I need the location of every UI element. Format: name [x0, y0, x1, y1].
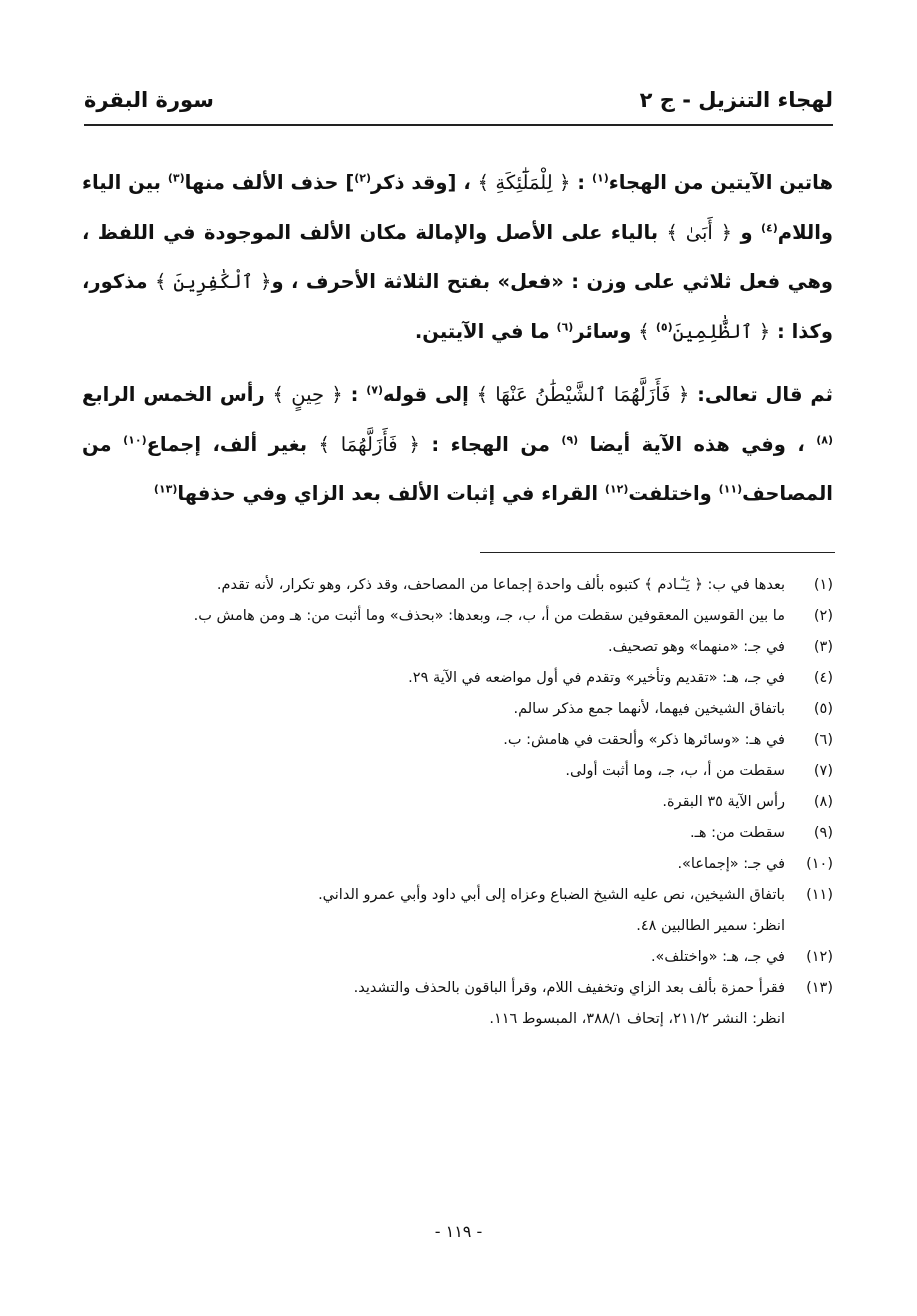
text-run: ، وفي هذه الآية أيضا — [578, 432, 817, 456]
footnote — [84, 601, 833, 632]
footnote-reference: انظر: النشر ٢١١/٢، إتحاف ٣٨٨/١، المبسوط ١١٦. — [489, 1011, 785, 1027]
footnote-ref-13: (١٣) — [153, 482, 178, 496]
text-run: : — [570, 171, 592, 194]
footnote — [84, 818, 833, 849]
text-run: ] حذف الألف منها — [184, 171, 355, 194]
footnote-ref-7: (٧) — [366, 383, 384, 397]
footnote-ref-6: (٦) — [556, 320, 574, 333]
footnote — [84, 694, 833, 725]
text-run: من المصاحف — [82, 432, 833, 505]
text-run: من الهجاء : — [419, 432, 562, 456]
quran-phrase-fa-azallahuma: ﴿ فَأَزَلَّهُمَا ٱلشَّيْطَٰنُ عَنْهَا ﴾ — [476, 383, 690, 406]
text-run: إلى قوله — [383, 383, 477, 406]
header-divider — [84, 124, 833, 126]
footnote-ref-1: (١) — [591, 171, 609, 185]
footnote-text: فقرأ حمزة بألف بعد الزاي وتخفيف اللام، وقرأ الباقون بالحذف والتشديد. — [353, 980, 785, 996]
footnote-text: في جـ: «منهما» وهو تصحيف. — [607, 639, 785, 655]
footnote-ref-12: (١٢) — [604, 482, 629, 496]
footnote-ref-4: (٤) — [761, 221, 778, 234]
footnote-text: في جـ: «إجماعا». — [677, 856, 785, 872]
footnote — [84, 725, 833, 756]
footnote-text: في جـ، هـ: «تقديم وتأخير» وتقدم في أول مواضعه في الآية ٢٩. — [408, 670, 785, 686]
text-run: مذكور، وكذا : — [82, 270, 833, 343]
footnote-number: (١٠) — [806, 856, 833, 872]
footnote — [84, 880, 833, 911]
footnote-number: (١١) — [806, 887, 833, 903]
running-header — [84, 82, 833, 126]
surah-title: سورة البقرة — [84, 88, 214, 112]
footnote-number: (٧) — [813, 763, 833, 779]
footnote — [84, 787, 833, 818]
footnote-ref-9: (٩) — [561, 433, 579, 446]
footnote-number: (٦) — [813, 732, 833, 748]
footnote-reference: انظر: سمير الطالبين ٤٨. — [636, 918, 785, 934]
text-run: واختلفت — [628, 482, 719, 505]
footnote-ref-5: (٥) — [655, 320, 673, 333]
footnote-number: (٩) — [813, 825, 833, 841]
footnote-text: باتفاق الشيخين، نص عليه الشيخ الضباع وعزاه إلى أبي داود وأبي عمرو الداني. — [318, 887, 785, 903]
text-run: رأس الخمس الرابع — [82, 383, 273, 406]
footnote-text: بعدها في ب: ﴿ يَـٰٓـادم ﴾ كتبوه بألف واحدة إجماعا من المصاحف، وقد ذكر، وهو تكرار، لأنه تقدم. — [216, 577, 785, 593]
footnote-number: (١٣) — [806, 980, 833, 996]
footnote-ref-3: (٣) — [167, 171, 185, 185]
text-run: ما في الآيتين. — [414, 319, 557, 343]
footnote-text: سقطت من: هـ. — [689, 825, 785, 841]
footnote-number: (٤) — [813, 670, 833, 686]
page-number: - ١١٩ - — [434, 1222, 483, 1241]
footnote-number: (٣) — [813, 639, 833, 655]
text-run: بغير ألف، إجماع — [146, 432, 319, 456]
footnote-number: (٥) — [813, 701, 833, 717]
text-run: بالياء على الأصل والإمالة مكان الألف الموجودة في اللفظ ، وهي فعل ثلاثي على وزن : «فعل» بفتح الثلاثة الأحرف ، و — [82, 220, 833, 293]
footnote-text: سقطت من أ، ب، جـ، وما أثبت أولى. — [565, 763, 785, 779]
main-text — [82, 158, 833, 519]
footnote — [84, 849, 833, 880]
text-run: القراء في إثبات الألف بعد الزاي وفي حذفها — [177, 482, 605, 505]
text-run: ثم قال تعالى: — [689, 383, 833, 406]
quran-word-hin: ﴿ حِينٍ ﴾ — [272, 383, 343, 406]
text-run: وسائر — [573, 319, 639, 343]
text-run: ، [وقد ذكر — [371, 171, 478, 194]
footnote-text: ما بين القوسين المعقوفين سقطت من أ، ب، جـ، وبعدها: «بحذف» وما أثبت من: هـ ومن هامش ب. — [193, 608, 785, 624]
footnote — [84, 942, 833, 973]
footnote-number: (١٢) — [806, 949, 833, 965]
book-title: لهجاء التنزيل - ج ٢ — [639, 88, 833, 112]
paragraph-2 — [82, 370, 833, 519]
footnote-divider — [480, 552, 835, 553]
footnote — [84, 570, 833, 601]
footnote-text: باتفاق الشيخين فيهما، لأنهما جمع مذكر سالم. — [513, 701, 785, 717]
footnote-text: في هـ: «وسائرها ذكر» وألحقت في هامش: ب. — [503, 732, 785, 748]
text-run: : — [342, 383, 367, 406]
text-run: بين الياء واللام — [82, 171, 834, 244]
footnote — [84, 973, 833, 1004]
quran-word-alzalimin: ﴿ ٱلظَّٰلِمِينَ — [672, 319, 771, 343]
text-run: هاتين الآيتين من الهجاء — [608, 171, 833, 194]
footnote-number: (٢) — [813, 608, 833, 624]
paragraph-1 — [82, 158, 833, 356]
footnote-ref-8: (٨) — [816, 433, 833, 446]
footnote-number: (٨) — [813, 794, 833, 810]
footnote-ref-11: (١١) — [718, 482, 743, 496]
quran-word-fa-azallahuma: ﴿ فَأَزَلَّهُمَا ﴾ — [318, 432, 420, 456]
footnote — [84, 756, 833, 787]
footnote-ref-10: (١٠) — [123, 433, 147, 446]
footnote — [84, 632, 833, 663]
quran-bracket: ﴾ — [638, 319, 656, 343]
footnotes — [84, 570, 833, 1035]
footnote-number: (١) — [813, 577, 833, 593]
footnote-text: رأس الآية ٣٥ البقرة. — [662, 794, 785, 810]
footnote-ref-2: (٢) — [354, 171, 372, 185]
quran-word-alkafirin: ﴿ ٱلْكَٰفِرِينَ ﴾ — [154, 270, 272, 293]
text-run: و — [732, 220, 761, 244]
footnote — [84, 663, 833, 694]
footnote-text: في جـ، هـ: «واختلف». — [650, 949, 785, 965]
quran-word-almalaika: ﴿ لِلْمَلَٰٓئِكَةِ ﴾ — [477, 171, 571, 194]
quran-word-aba: ﴿ أَبَىٰ ﴾ — [666, 220, 733, 244]
